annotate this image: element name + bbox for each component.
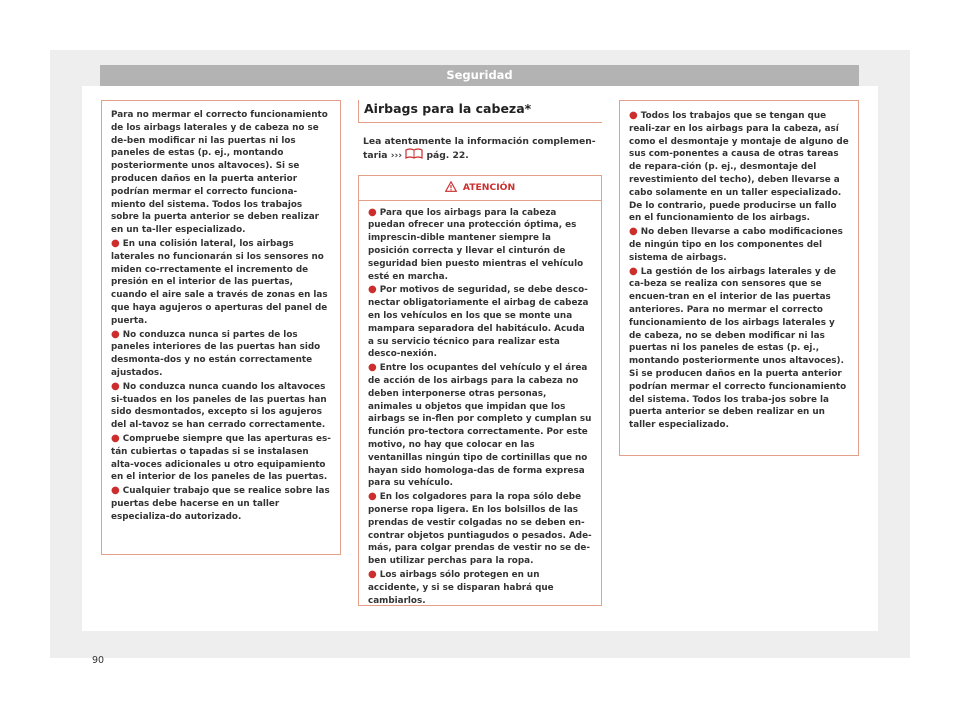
list-item [629, 266, 849, 432]
left-column-box [101, 100, 341, 555]
list-item [368, 207, 592, 284]
list-item-text: Los airbags sólo protegen en un accidente, y si se disparan habrá que cambiarlos. [368, 569, 554, 606]
list-item-text: La gestión de los airbags laterales y de ca-beza se realiza con sensores que se encuen-tran en el interior de las puertas anteriores. Para no mermar el correcto funcionamiento de los airbags laterales y de cabeza, no se deben modificar ni las puertas ni los paneles de estas (p. ej., montando posteriormente unos altavoces). Si se producen daños en la puerta anterior podrían mermar el correcto funcionamiento del sistema. Todos los traba-jos sobre la puerta anterior se deben realizar en un taller especializado. [629, 266, 847, 431]
intro-text-body: Lea atentamente la información complemen-taria [363, 135, 596, 162]
list-item-text: En una colisión lateral, los airbags laterales no funcionarán si los sensores no miden co-rrectamente el incremento de presión en el interior de las puertas, cuando el aire sale a través de zonas en las que haya agujeros o aperturas del panel de puerta. [111, 238, 328, 326]
warning-box [358, 175, 602, 606]
list-item [368, 491, 592, 568]
list-item [111, 381, 331, 432]
bullet-dot-icon: ● [111, 237, 120, 249]
right-column-box [619, 100, 859, 456]
page-reference-link[interactable]: pág. 22. [426, 150, 469, 162]
list-item [111, 485, 331, 523]
list-item [111, 238, 331, 328]
list-item-text: Todos los trabajos que se tengan que reali-zar en los airbags para la cabeza, así como el desmontaje y montaje de alguno de sus com-ponentes a causa de otras tareas de repara-ción (p. ej., desmontaje del revestimiento del techo), deben llevarse a cabo solamente en un taller especializado. De lo contrario, puede producirse un fallo en el funcionamiento de los airbags. [629, 111, 849, 224]
bullet-dot-icon: ● [111, 432, 120, 444]
list-item-text: Por motivos de seguridad, se debe desco-nectar obligatoriamente el airbag de cabeza en los vehículos en los que se monte una mampara separadora del habitáculo. Acuda a su servicio técnico para realizar esta desco-nexión. [368, 285, 589, 360]
warning-header [359, 176, 601, 201]
left-paragraph: Para no mermar el correcto funcionamiento de los airbags laterales y de cabeza no se de-ben modificar ni las puertas ni los paneles de estas (p. ej., montando posteriormente unos altavoces). Si se producen daños en la puerta anterior podrían mermar el correcto funciona-miento del sistema. Todos los trabajos sobre la puerta anterior se deben realizar en un ta-ller especializado. [111, 110, 328, 236]
list-item [368, 362, 592, 490]
bullet-dot-icon: ● [368, 362, 377, 374]
bullet-dot-icon: ● [629, 265, 638, 277]
bullet-dot-icon: ● [111, 328, 120, 340]
list-item-text: Cualquier trabajo que se realice sobre las puertas debe hacerse en un taller especializa-do autorizado. [111, 486, 330, 522]
page-header: Seguridad [100, 65, 859, 86]
list-item-text: Para que los airbags para la cabeza puedan ofrecer una protección óptima, es imprescin-dible mantener siempre la posición correcta y llevar el cinturón de seguridad bien puesto mientras el vehículo esté en marcha. [368, 207, 584, 282]
bullet-dot-icon: ● [111, 380, 120, 392]
list-item [368, 569, 592, 607]
intro-text [363, 135, 600, 163]
list-item-text: En los colgadores para la ropa sólo debe ponerse ropa ligera. En los bolsillos de las prendas de vestir colgadas no se deben en-contrar objetos puntiagudos o pesados. Ade-más, para colgar prendas de vestir no se de-ben utilizar perchas para la ropa. [368, 492, 592, 567]
middle-column [358, 100, 602, 606]
bullet-dot-icon: ● [368, 206, 377, 218]
warning-triangle-icon [445, 181, 457, 192]
bullet-dot-icon: ● [368, 491, 377, 503]
list-item-text: No deben llevarse a cabo modificaciones de ningún tipo en los componentes del sistema de airbags. [629, 227, 843, 263]
list-item [111, 433, 331, 484]
warning-title: ATENCIÓN [462, 181, 516, 193]
list-item-text: Compruebe siempre que las aperturas es-tán cubiertas o tapadas si se instalasen alta-voces adicionales u otro equipamiento en el interior de los paneles de las puertas. [111, 433, 331, 483]
list-item-text: No conduzca nunca cuando los altavoces si-tuados en los paneles de las puertas han sido desmontados, excepto si los agujeros del al-tavoz se han cerrado correctamente. [111, 381, 327, 431]
list-item [368, 284, 592, 361]
bullet-dot-icon: ● [111, 485, 120, 497]
page-number: 90 [92, 655, 105, 666]
bullet-dot-icon: ● [629, 226, 638, 238]
list-item [629, 226, 849, 264]
book-reference-icon[interactable] [405, 148, 423, 159]
list-item-text: No conduzca nunca si partes de los paneles interiores de las puertas han sido desmonta-dos y no están correctamente ajustados. [111, 329, 321, 378]
manual-page [50, 50, 910, 666]
list-item-text: Entre los ocupantes del vehículo y el área de acción de los airbags para la cabeza no deben interponerse otras personas, animales u objetos que impidan que los airbags se in-flen por completo y cumplan su función pro-tectora correctamente. Por este motivo, no hay que colocar en las ventanillas ningún tipo de cortinillas que no hayan sido homologa-das de forma expresa para su vehículo. [368, 363, 592, 489]
bullet-dot-icon: ● [629, 110, 638, 121]
intro-arrows: ››› [390, 150, 403, 162]
bullet-dot-icon: ● [368, 568, 377, 580]
section-title: Airbags para la cabeza* [358, 100, 602, 123]
list-item [111, 329, 331, 380]
list-item [629, 110, 849, 225]
content-area [82, 86, 878, 666]
bullet-dot-icon: ● [368, 284, 377, 296]
